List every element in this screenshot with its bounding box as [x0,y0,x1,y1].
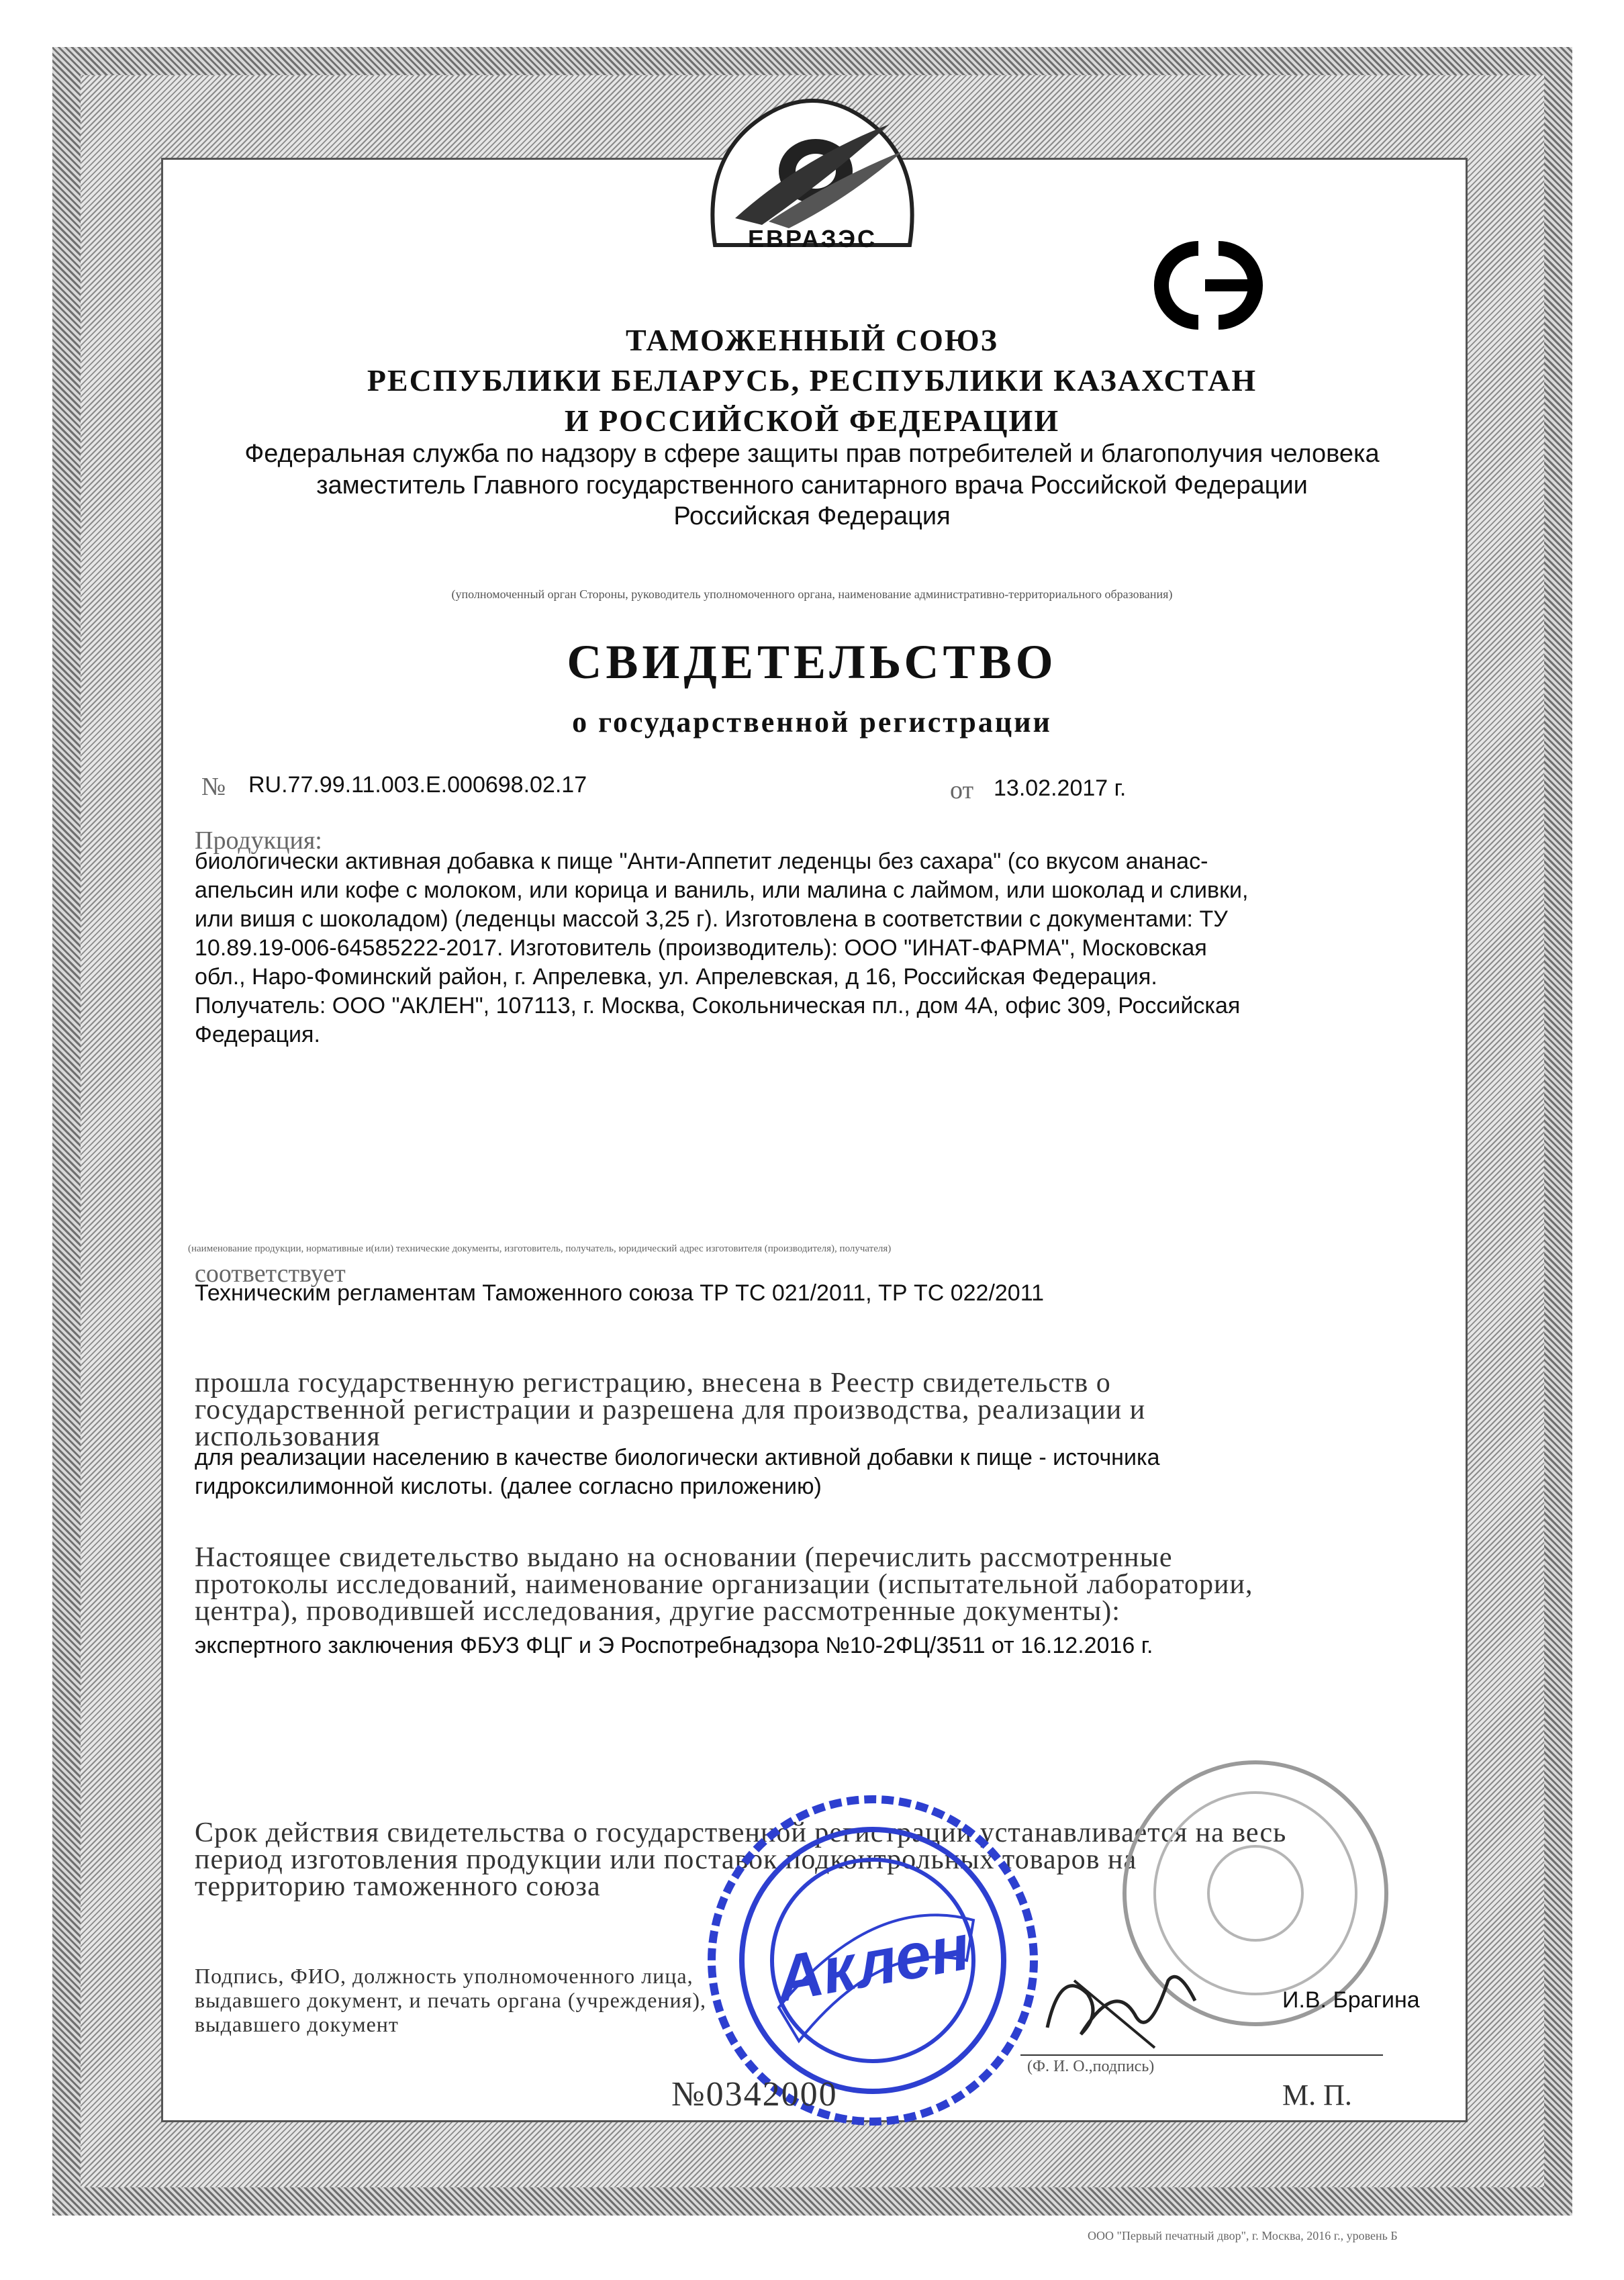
usage-line: для реализации населению в качестве биологически активной добавки к пище - источника [195,1445,1160,1470]
basis-line: центра), проводившей исследования, другие рассмотренные документы): [195,1596,1120,1627]
basis-line: протоколы исследований, наименование организации (испытательной лаборатории, [195,1569,1253,1600]
header-caption: (уполномоченный орган Стороны, руководитель уполномоченного органа, наименование административно-территориального образования) [451,587,1173,601]
signature-label-line: Подпись, ФИО, должность уполномоченного лица, [195,1964,694,1988]
product-caption: (наименование продукции, нормативные и(или) технические документы, изготовитель, получатель, юридический адрес изготовителя (производителя), получателя) [188,1243,892,1254]
signature-label [195,1964,706,2036]
validity-line: Срок действия свидетельства о государственной регистрации устанавливается на весь [195,1817,1287,1848]
agency-line-2: заместитель Главного государственного санитарного врача Российской Федерации [316,471,1308,500]
document-title: СВИДЕТЕЛЬСТВО [567,635,1057,689]
usage-line: гидроксилимонной кислоты. (далее согласно приложению) [195,1474,822,1499]
agency-line-3: Российская Федерация [673,502,951,530]
number-label: № [201,773,226,801]
validity-line: территорию таможенного союза [195,1871,601,1902]
product-line: апельсин или кофе с молоком, или корица и ваниль, или малина с лаймом, или шоколад и сливки, [195,877,1249,903]
eurasec-emblem [688,77,937,272]
printer-footer: ООО "Первый печатный двор", г. Москва, 2016 г., уровень Б [1088,2229,1398,2242]
registration-line: использования [195,1421,381,1452]
emblem-text: ЕВРАЗЭС [747,225,877,252]
product-line: Федерация. [195,1022,320,1047]
stamp-text: Аклен [770,1911,975,2016]
signatory-name: И.В. Брагина [1282,1987,1420,2013]
signature-label-line: выдавшего документ [195,2012,399,2036]
conformity-mark [1141,235,1276,336]
product-line: или вишя с шоколадом) (леденцы массой 3,25 г). Изготовлена в соответствии с документами: ТУ [195,906,1228,932]
basis-text [195,1544,1417,1625]
agency-line-1: Федеральная служба по надзору в сфере защиты прав потребителей и благополучия человека [244,440,1380,468]
certificate-date: 13.02.2017 г. [994,775,1127,801]
certificate-number: RU.77.99.11.003.Е.000698.02.17 [248,772,587,798]
date-label: от [950,776,974,804]
product-line: 10.89.19-006-64585222-2017. Изготовитель (производитель): ООО "ИНАТ-ФАРМА", Московская [195,935,1207,961]
signature-label-line: выдавшего документ, и печать органа (учреждения), [195,1988,707,2012]
blank-serial-number: №0342000 [671,2075,838,2113]
conforms-label: соответствует [195,1260,346,1288]
basis-value: экспертного заключения ФБУЗ ФЦГ и Э Роспотребнадзора №10-2ФЦ/3511 от 16.12.2016 г. [195,1633,1153,1658]
product-description [195,847,1457,1049]
validity-line: период изготовления продукции или поставок подконтрольных товаров на [195,1844,1137,1875]
header-line-1: ТАМОЖЕННЫЙ СОЮЗ [626,323,998,357]
conforms-value: Техническим регламентам Таможенного союза ТР ТС 021/2011, ТР ТС 022/2011 [195,1280,1045,1306]
mp-label: М. П. [1282,2079,1352,2111]
document-subtitle: о государственной регистрации [572,706,1052,739]
registration-line: прошла государственную регистрацию, внесена в Реестр свидетельств о [195,1368,1111,1398]
header-line-2: РЕСПУБЛИКИ БЕЛАРУСЬ, РЕСПУБЛИКИ КАЗАХСТАН [367,363,1257,397]
signature-caption: (Ф. И. О.,подпись) [1027,2058,1155,2075]
product-line: обл., Наро-Фоминский район, г. Апрелевка, ул. Апрелевская, д 16, Российская Федерация. [195,964,1157,990]
handwritten-signature-icon [1034,1954,1208,2061]
usage-text [195,1443,1457,1501]
header-line-3: И РОССИЙСКОЙ ФЕДЕРАЦИИ [564,403,1060,438]
product-line: Получатель: ООО "АКЛЕН", 107113, г. Москва, Сокольническая пл., дом 4А, офис 309, Российская [195,993,1241,1018]
signature-line [1020,2054,1383,2056]
eac-conformity-mark-icon [1141,235,1276,336]
product-line: биологически активная добавка к пище "Анти-Аппетит леденцы без сахара" (со вкусом ананас- [195,849,1208,874]
registration-text [195,1370,1417,1450]
basis-line: Настоящее свидетельство выдано на основании (перечислить рассмотренные [195,1542,1173,1573]
product-label: Продукция: [195,826,322,855]
registration-line: государственной регистрации и разрешена для производства, реализации и [195,1394,1146,1425]
